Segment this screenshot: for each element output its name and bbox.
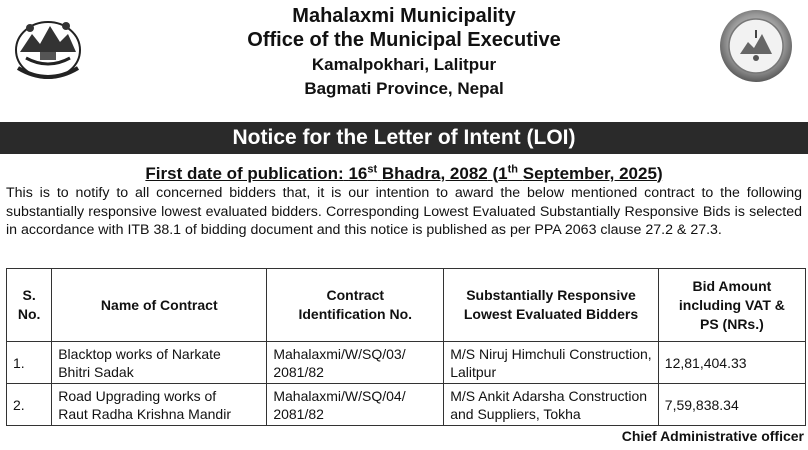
publication-english-date: September, 2025 [522,163,657,183]
row-contract-id: Mahalaxmi/W/SQ/03/ 2081/82 [267,342,444,384]
notice-body: This is to notify to all concerned bidders that, it is our intention to award the below mentioned contract to the following substantially responsive lowest evaluated bidders. Corresponding Lowest Evaluated Substantially Responsive Bids is selected in accordance with ITB 38.1 of bidding document and this notice is published as per PPA 2063 clause 27.2 & 27.3. [6,185,802,238]
municipality-seal-icon [718,8,794,84]
row-sn: 1. [7,342,52,384]
row-contract-id: Mahalaxmi/W/SQ/04/ 2081/82 [267,384,444,426]
office-name: Office of the Municipal Executive [247,29,561,51]
publication-month-year: Bhadra, 2082 [381,163,488,183]
table-row [7,384,806,426]
row-bidder: M/S Niruj Himchuli Construction, Lalitpur [444,342,659,384]
signatory: Chief Administrative officer [621,428,804,444]
publication-day: 16 [348,163,368,183]
notice-title: Notice for the Letter of Intent (LOI) [0,122,808,154]
office-address: Kamalpokhari, Lalitpur [311,55,497,74]
table-row [7,342,806,384]
publication-day-suffix: st [367,163,378,175]
row-amount: 7,59,838.34 [658,384,805,426]
row-contract-name: Blacktop works of Narkate Bhitri Sadak [52,342,267,384]
header-name: Name of Contract [52,269,267,342]
publication-date: First date of publication: 16st Bhadra, 2082 (1th September, 2025) [145,163,663,183]
row-bidder: M/S Ankit Adarsha Construction and Suppliers, Tokha [444,384,659,426]
table-header-row [7,269,806,342]
header-sn: S. No. [7,269,52,342]
header-id: Contract Identification No. [267,269,444,342]
row-amount: 12,81,404.33 [658,342,805,384]
publication-english-suffix: th [507,163,518,175]
row-sn: 2. [7,384,52,426]
publication-english-day: 1 [498,163,508,183]
municipality-name: Mahalaxmi Municipality [292,5,516,27]
contracts-table [6,268,806,426]
header-amount: Bid Amount including VAT & PS (NRs.) [658,269,805,342]
header-bidder: Substantially Responsive Lowest Evaluated Bidders [444,269,659,342]
publication-label: First date of publication: [145,163,344,183]
letterhead [0,0,808,118]
office-province: Bagmati Province, Nepal [304,79,504,98]
row-contract-name: Road Upgrading works of Raut Radha Krishna Mandir [52,384,267,426]
